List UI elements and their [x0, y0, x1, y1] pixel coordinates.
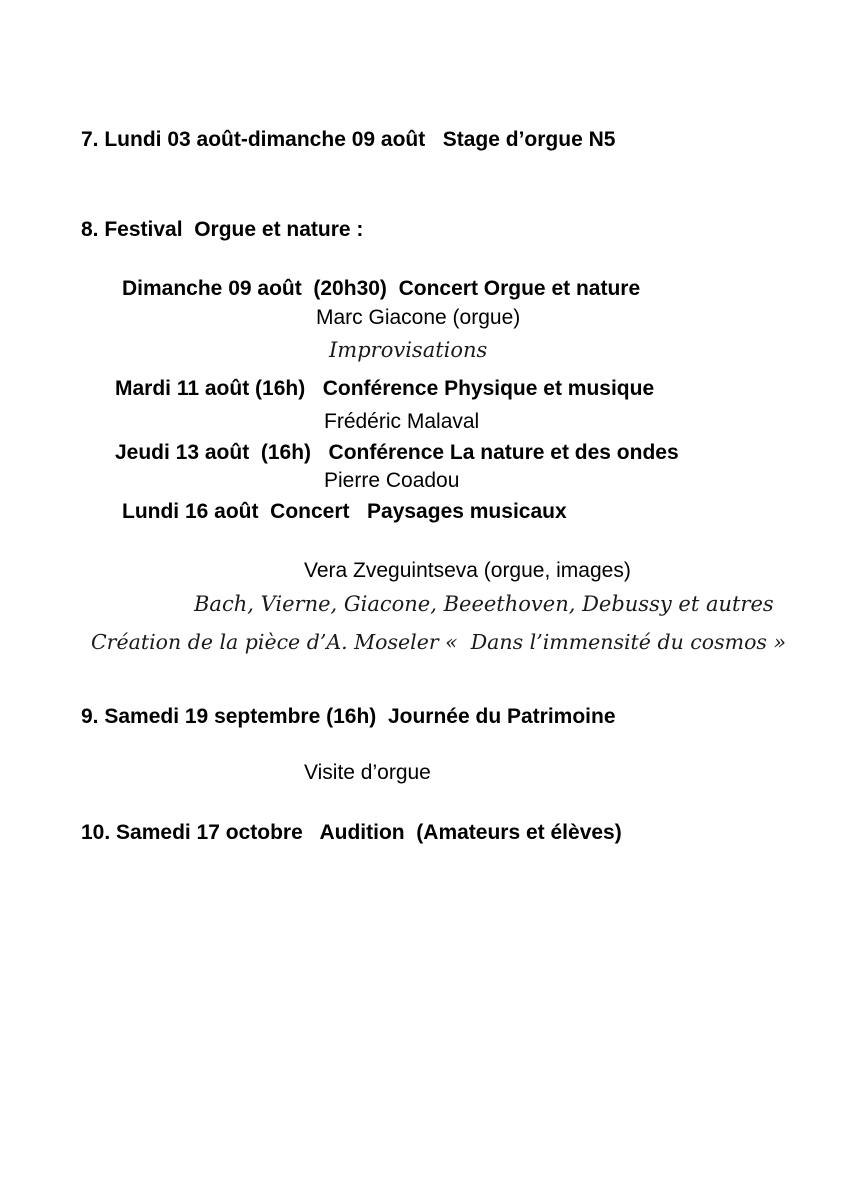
item-8-heading: 8. Festival Orgue et nature :	[81, 218, 364, 241]
event-1-program: Improvisations	[329, 338, 488, 362]
event-4-program: Bach, Vierne, Giacone, Beeethoven, Debussy et autres	[194, 592, 774, 616]
event-3-title: Jeudi 13 août (16h) Conférence La nature et des ondes	[115, 441, 679, 464]
item-7-heading: 7. Lundi 03 août-dimanche 09 août Stage d’orgue N5	[81, 128, 616, 151]
event-2-performer: Frédéric Malaval	[324, 410, 480, 433]
item-10-heading: 10. Samedi 17 octobre Audition (Amateurs et élèves)	[81, 821, 622, 844]
event-1-performer: Marc Giacone (orgue)	[316, 306, 521, 329]
event-2-title: Mardi 11 août (16h) Conférence Physique et musique	[115, 377, 655, 400]
item-9-detail: Visite d’orgue	[304, 761, 431, 784]
event-1-title: Dimanche 09 août (20h30) Concert Orgue et nature	[122, 277, 641, 300]
event-4-performer: Vera Zveguintseva (orgue, images)	[304, 559, 631, 582]
event-4-title: Lundi 16 août Concert Paysages musicaux	[122, 500, 567, 523]
event-4-creation: Création de la pièce d’A. Moseler « Dans l’immensité du cosmos »	[91, 630, 786, 654]
item-9-heading: 9. Samedi 19 septembre (16h) Journée du Patrimoine	[81, 705, 616, 728]
event-3-performer: Pierre Coadou	[324, 469, 460, 492]
